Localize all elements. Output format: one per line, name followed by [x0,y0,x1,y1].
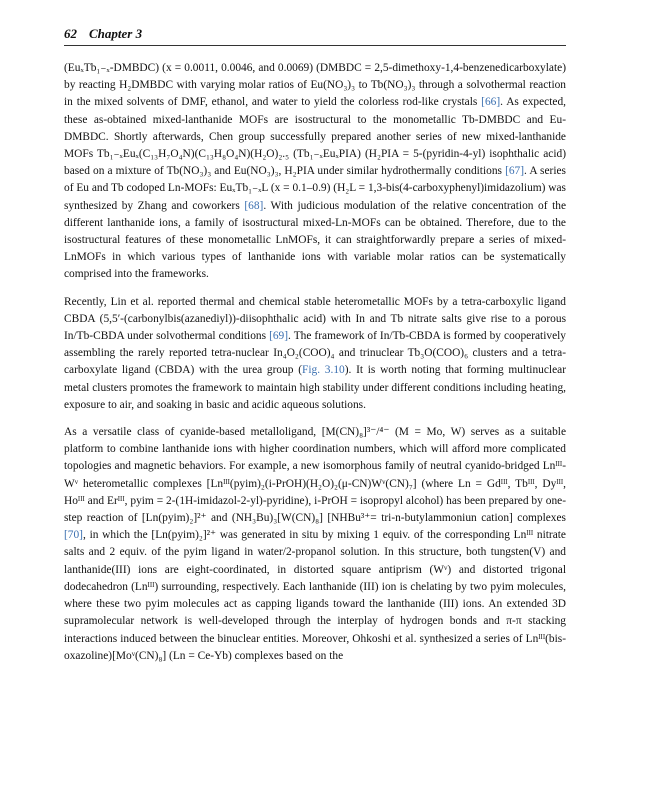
citation-link[interactable]: [66] [481,96,501,109]
paragraph-1: (EuₓTb₁₋ₓ-DMBDC) (x = 0.0011, 0.0046, and 0.0069) (DMBDC = 2,5-dimethoxy-1,4-benzenedicarboxylate) by reacting H₂DMBDC with varying molar ratios of Eu(NO₃)₃ to Tb(NO₃)₃ through a solvothermal reaction in the mixed solvents of DMF, ethanol, and water to yield the colorless rod-like crystals [66]. As expected, these as-obtained mixed-lanthanide MOFs are isostructural to the monometallic Tb-DMBDC and Eu-DMBDC. Shortly afterwards, Chen group successfully prepared another series of new mixed-lanthanide MOFs Tb₁₋ₓEuₓ(C₁₃H₇O₄N)(C₁₃H₈O₄N)(H₂O)₂.₅ (Tb₁₋ₓEuₓPIA) (H₂PIA = 5-(pyridin-4-yl) isophthalic acid) based on a mixture of Tb(NO₃)₃ and Eu(NO₃)₃, H₂PIA under similar hydrothermally conditions [67]. A series of Eu and Tb codoped Ln-MOFs: EuₓTb₁₋ₓL (x = 0.1–0.9) (H₂L = 1,3-bis(4-carboxyphenyl)imidazolium) was synthesized by Zhang and coworkers [68]. With judicious modulation of the relative concentration of the different lanthanide ions, a family of isostructural mixed-Ln-MOFs can be obtained. Therefore, due to the isostructural features of these monometallic LnMOFs, it can straightforwardly prepare a series of mixed-LnMOFs in which various types of lanthanide ions with variable molar ratios can be systematically comprised into the frameworks. [64,62,566,281]
chapter-label: Chapter 3 [89,26,143,41]
page-number: 62 [64,26,77,41]
citation-link[interactable]: [69] [269,330,289,343]
citation-link[interactable]: [68] [244,199,264,212]
body-text [64,60,566,665]
citation-link[interactable]: [67] [505,165,525,178]
page [64,26,566,675]
citation-link[interactable]: Fig. 3.10 [302,364,345,377]
paragraph-2: Recently, Lin et al. reported thermal and chemical stable heterometallic MOFs by a tetra-carboxylic ligand CBDA (5,5′-(carbonylbis(azanediyl))-diisophthalic acid) with In and Tb nitrate salts give rise to a porous In/Tb-CBDA under solvothermal conditions [69]. The framework of In/Tb-CBDA is formed by cooperatively assembling the rarely reported tetra-nuclear In₄O₂(COO)₄ and trinuclear Tb₃O(COO)₆ clusters and a tetra-carboxylate ligand (CBDA) with the urea group (Fig. 3.10). It is worth noting that forming multinuclear metal clusters promotes the framework to maintain high stability under different conditions including heating, exposure to air, and soaking in basic and acidic aqueous solutions. [64,295,566,411]
citation-link[interactable]: [70] [64,529,83,542]
paragraph-3: As a versatile class of cyanide-based metalloligand, [M(CN)₈]³⁻/⁴⁻ (M = Mo, W) serves as a suitable platform to combine lanthanide ions with higher coordination numbers, which will afford more complicated topologies and magnetic behaviors. For example, a new isomorphous family of neutral cyanido-bridged Lnᴵᴵᴵ-Wᵛ heterometallic complexes [Lnᴵᴵᴵ(pyim)₂(i-PrOH)(H₂O)₂(μ-CN)Wᵛ(CN)₇] (where Ln = Gdᴵᴵᴵ, Tbᴵᴵᴵ, Dyᴵᴵᴵ, Hoᴵᴵᴵ and Erᴵᴵᴵ, pyim = 2-(1H-imidazol-2-yl)-pyridine), i-PrOH = isopropyl alcohol) has been prepared by one-step reaction of [Ln(pyim)₂]²⁺ and (NH₃Bu)₃[W(CN)₈] [NHBu³⁺= tri-n-butylammoniun cation] complexes [70], in which the [Ln(pyim)₂]²⁺ was generated in situ by mixing 1 equiv. of the corresponding Lnᴵᴵᴵ nitrate salts and 2 equiv. of the pyim ligand in water/2-propanol solution. In this structure, both tungsten(V) and lanthanide(III) ions are eight-coordinated, in distorted square antiprism (Wᵛ) and distorted trigonal dodecahedron (Lnᴵᴵᴵ) surrounding, respectively. Each lanthanide (III) ion is chelating by two pyim molecules, where these two pyim molecules act as capping ligands toward the lanthanide (III) ions. An extended 3D supramolecular network is well-developed through the interplay of hydrogen bonds and π-π stacking interactions induced between the binuclear entities. Moreover, Ohkoshi et al. synthesized a series of Lnᴵᴵᴵ(bis-oxazoline)[Moᵛ(CN)₈] (Ln = Ce-Yb) complexes based on the [64,426,566,662]
running-header [64,26,566,46]
